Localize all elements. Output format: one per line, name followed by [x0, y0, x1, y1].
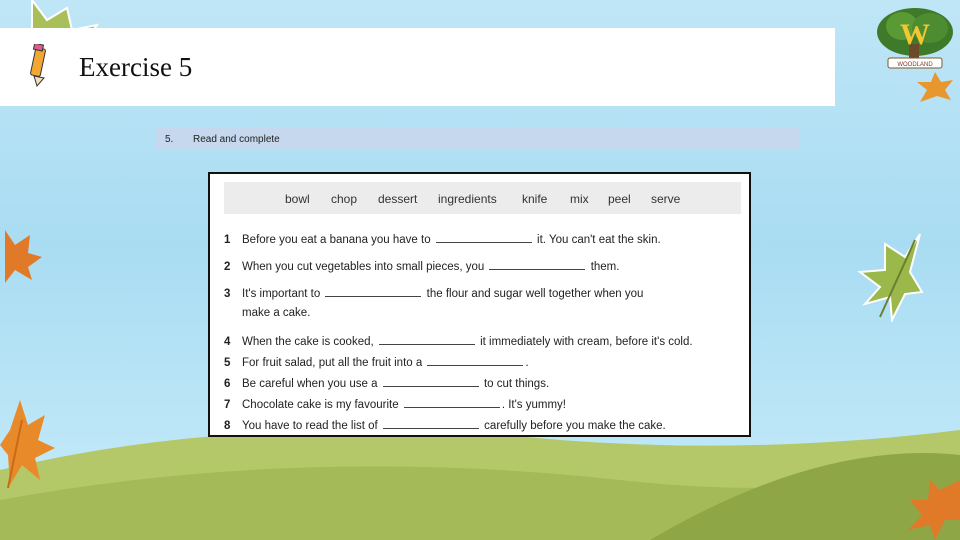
woodland-logo [874, 4, 956, 72]
svg-text:WOODLAND: WOODLAND [897, 62, 933, 68]
exercise-item: 8 You have to read the list of carefully before you make the cake. [224, 420, 666, 432]
exercise-item-continuation: make a cake. [242, 307, 311, 319]
orange-leaf-icon [0, 225, 45, 285]
word-bank-item: peel [608, 192, 631, 206]
answer-blank[interactable] [489, 259, 585, 270]
word-bank-item: mix [570, 192, 589, 206]
exercise-item: 1 Before you eat a banana you have to it. You can't eat the skin. [224, 234, 661, 246]
answer-blank[interactable] [436, 232, 532, 243]
answer-blank[interactable] [404, 397, 500, 408]
answer-blank[interactable] [427, 355, 523, 366]
answer-blank[interactable] [383, 376, 479, 387]
exercise-item: 7 Chocolate cake is my favourite . It's yummy! [224, 399, 566, 411]
exercise-item: 5 For fruit salad, put all the fruit into a . [224, 357, 529, 369]
word-bank-item: chop [331, 192, 358, 206]
exercise-item: 4 When the cake is cooked, it immediately with cream, before it's cold. [224, 336, 693, 348]
green-leaf-icon-2 [850, 232, 925, 322]
instruction-bar [155, 127, 800, 150]
word-bank-item: ingredients [438, 192, 497, 206]
orange-leaf-icon-4 [900, 475, 960, 540]
answer-blank[interactable] [383, 418, 479, 429]
orange-leaf-icon-3 [915, 72, 955, 107]
orange-leaf-icon-2 [0, 400, 55, 490]
word-bank-item: bowl [285, 192, 310, 206]
pencil-icon [28, 44, 50, 88]
answer-blank[interactable] [325, 286, 421, 297]
word-bank-item: knife [522, 192, 548, 206]
answer-blank[interactable] [379, 334, 475, 345]
word-bank [224, 182, 741, 214]
word-bank-item: serve [651, 192, 681, 206]
word-bank-item: dessert [378, 192, 418, 206]
instruction-number: 5. [165, 134, 174, 145]
exercise-item: 6 Be careful when you use a to cut things. [224, 378, 550, 390]
exercise-item: 3 It's important to the flour and sugar well together when you [224, 288, 644, 300]
exercise-item: 2 When you cut vegetables into small pieces, you them. [224, 261, 620, 273]
worksheet [208, 172, 751, 437]
slide-title: Exercise 5 [79, 52, 193, 82]
instruction-text: Read and complete [193, 134, 280, 145]
svg-text:W: W [900, 18, 930, 51]
